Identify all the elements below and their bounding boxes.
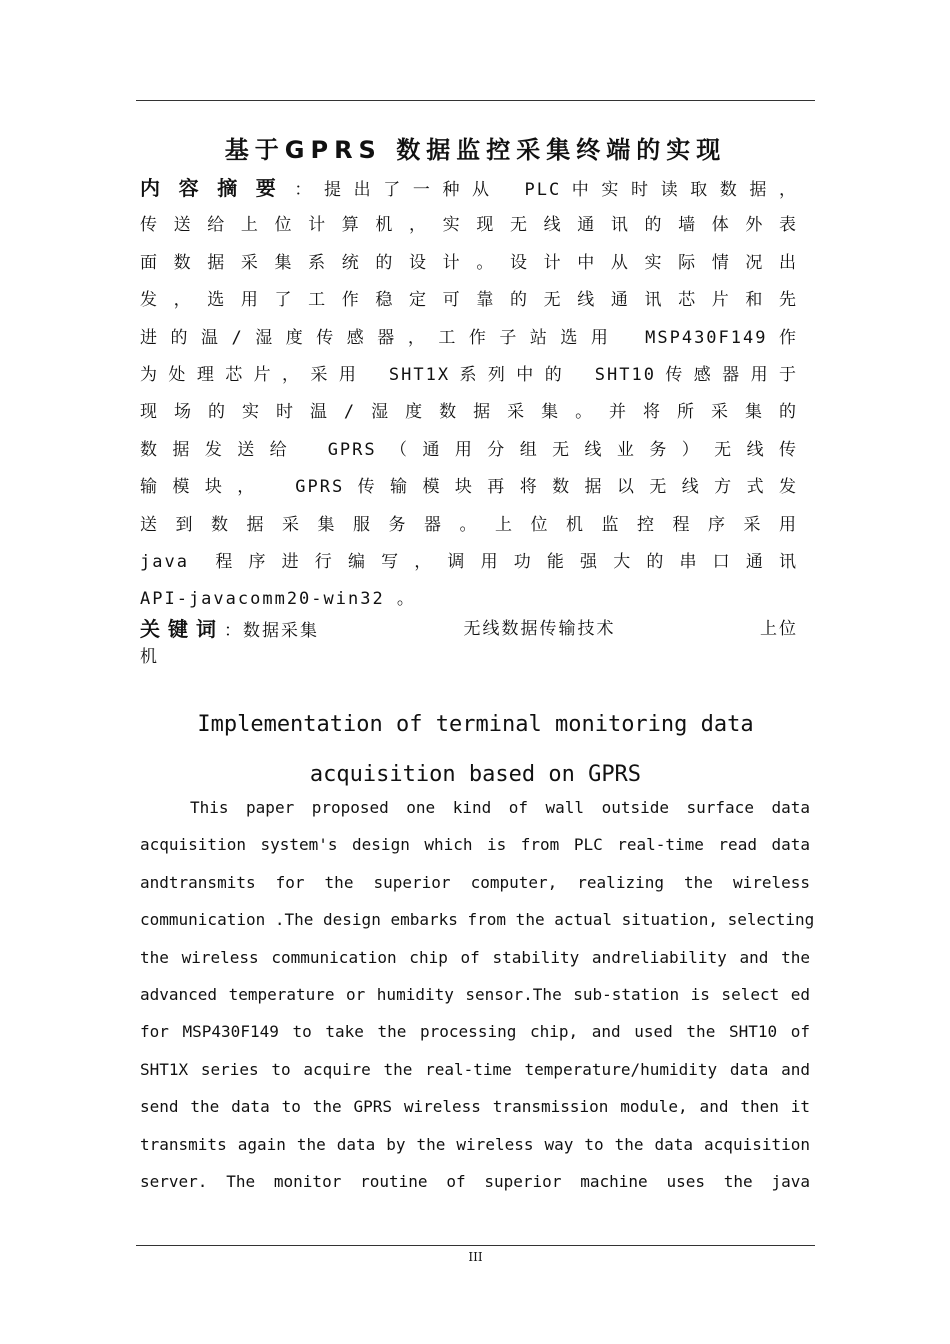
keyword-item: 数据采集 xyxy=(243,621,319,641)
english-abstract-line: the wireless communication chip of stability andreliability and the xyxy=(140,947,810,967)
abstract-line: 输模块， GPRS传输模块再将数据以无线方式发 xyxy=(140,477,798,498)
english-title xyxy=(136,700,815,800)
english-abstract-line: server. The monitor routine of superior machine uses the java xyxy=(140,1171,810,1191)
abstract-line: 送到数据采集服务器。上位机监控程序采用 xyxy=(140,514,798,535)
english-abstract-line: acquisition system's design which is from PLC real-time read data xyxy=(140,835,810,855)
page-number: III xyxy=(468,1250,483,1264)
english-abstract-line: transmits again the data by the wireless way to the data acquisition xyxy=(140,1134,810,1154)
header-rule xyxy=(136,100,815,101)
chinese-abstract xyxy=(140,170,798,619)
english-abstract xyxy=(140,789,815,1200)
abstract-line: 为处理芯片，采用 SHT1X系列中的 SHT10传感器用于 xyxy=(140,364,798,385)
abstract-line: 现场的实时温/湿度数据采集。并将所采集的 xyxy=(140,402,798,423)
abstract-line: 发，选用了工作稳定可靠的无线通讯芯片和先 xyxy=(140,290,798,311)
english-abstract-line: SHT1X series to acquire the real-time temperature/humidity data and xyxy=(140,1059,810,1079)
abstract-label-sep: ： xyxy=(294,180,325,200)
abstract-line: 数据发送给 GPRS（通用分组无线业务）无线传 xyxy=(140,439,798,460)
english-abstract-line: andtransmits for the superior computer, realizing the wireless xyxy=(140,872,810,892)
english-abstract-line: This paper proposed one kind of wall outside surface data xyxy=(190,798,810,817)
english-abstract-line: send the data to the GPRS wireless transmission module, and then it xyxy=(140,1097,810,1117)
footer-rule xyxy=(136,1245,815,1246)
keyword-wrap: 机 xyxy=(140,647,159,667)
english-abstract-line: advanced temperature or humidity sensor.The sub-station is select ed xyxy=(140,984,810,1004)
keywords-block xyxy=(140,616,798,670)
abstract-line: 内容摘要：提出了一种从 PLC中实时读取数据， xyxy=(140,176,798,200)
keyword-item: 上位 xyxy=(760,619,798,639)
abstract-line: API-javacomm20-win32 。 xyxy=(140,589,416,610)
keywords-sep: ： xyxy=(224,621,243,641)
abstract-line: 传送给上位计算机，实现无线通讯的墙体外表 xyxy=(140,215,798,236)
abstract-line: 进的温/湿度传感器，工作子站选用 MSP430F149作 xyxy=(140,327,798,348)
english-title-line: acquisition based on GPRS xyxy=(309,762,642,787)
keywords-label: 关键词 xyxy=(140,617,224,641)
abstract-line: 面数据采集系统的设计。设计中从实际情况出 xyxy=(140,252,798,273)
abstract-label: 内容摘要 xyxy=(140,176,295,200)
english-abstract-line: communication .The design embarks from the actual situation, selecting xyxy=(140,910,815,930)
abstract-line: java 程序进行编写，调用功能强大的串口通讯 xyxy=(140,551,798,572)
chinese-title: 基于GPRS 数据监控采集终端的实现 xyxy=(224,136,727,164)
keyword-item: 无线数据传输技术 xyxy=(463,619,616,639)
english-title-line: Implementation of terminal monitoring data xyxy=(197,712,754,737)
english-abstract-line: for MSP430F149 to take the processing chip, and used the SHT10 of xyxy=(140,1022,810,1042)
